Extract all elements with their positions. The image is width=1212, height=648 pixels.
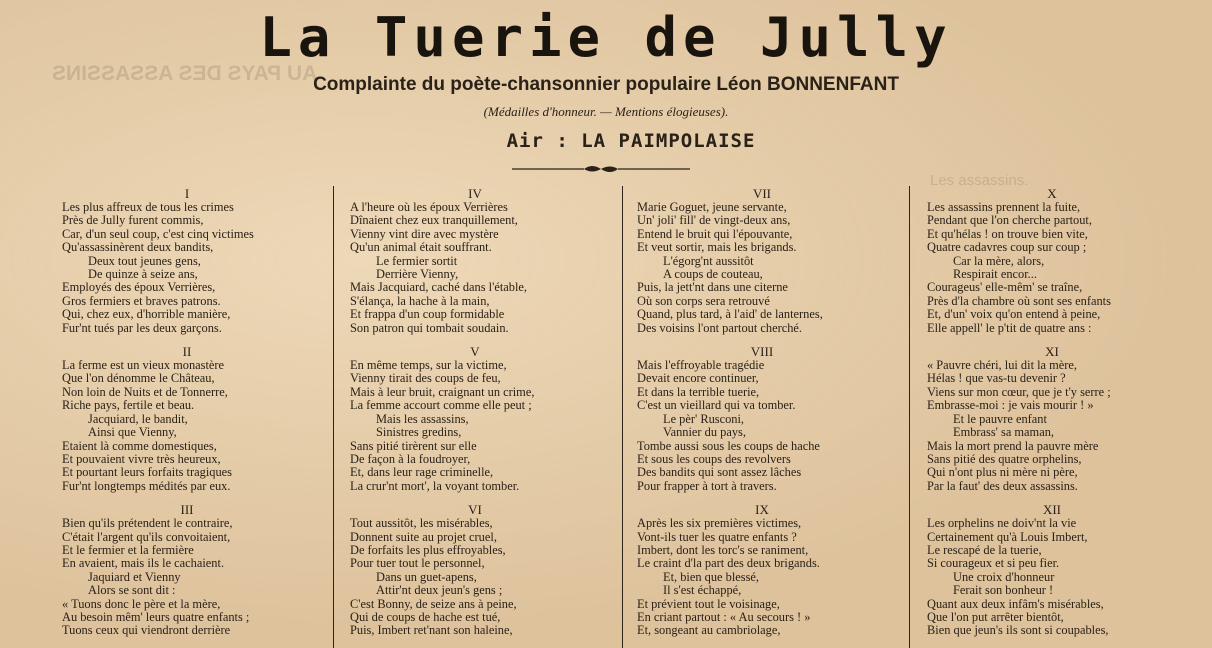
- stanza-numeral: V: [470, 344, 480, 360]
- verse-line: Et veut sortir, mais les brigands.: [637, 240, 797, 255]
- verse-line: En même temps, sur la victime,: [350, 358, 507, 373]
- verse-line: Jacquiard, le bandit,: [88, 411, 188, 426]
- verse-line: Respirait encor...: [953, 267, 1037, 282]
- verse-line: Embrasse-moi : je vais mourir ! »: [927, 398, 1094, 413]
- verse-line: Hélas ! que vas-tu devenir ?: [927, 371, 1066, 386]
- verse-line: Le fermier sortit: [376, 253, 458, 268]
- verse-line: Sinistres gredins,: [376, 425, 462, 440]
- verse-line: Ainsi que Vienny,: [88, 425, 177, 440]
- verse-line: A coups de couteau,: [663, 267, 763, 282]
- verse-line: Et, bien que blessé,: [663, 569, 760, 584]
- verse-line: Qui n'ont plus ni mère ni père,: [927, 465, 1078, 480]
- verse-line: En avaient, mais ils le cachaient.: [62, 556, 225, 571]
- verse-line: C'est Bonny, de seize ans à peine,: [350, 596, 517, 611]
- verse-line: Entend le bruit qui l'épouvante,: [637, 226, 793, 241]
- stanza: [350, 344, 600, 493]
- verse-line: Mais l'effroyable tragédie: [637, 358, 765, 373]
- page-title: La Tuerie de Jully: [259, 6, 953, 69]
- stanza: [637, 502, 887, 638]
- verse-line: Au besoin mêm' leurs quatre enfants ;: [62, 609, 250, 624]
- verse-line: Alors se sont dit :: [88, 583, 176, 598]
- verse-line: Près d'la chambre où sont ses enfants: [927, 293, 1111, 308]
- verse-line: Le pèr' Rusconi,: [663, 411, 745, 426]
- verse-line: Dans un guet-apens,: [376, 569, 477, 584]
- stanza: [62, 344, 312, 493]
- verse-line: Et le fermier et la fermière: [62, 542, 194, 557]
- verse-line: Certainement qu'à Louis Imbert,: [927, 529, 1088, 544]
- verse-line: Ferait son bonheur !: [953, 583, 1054, 598]
- poem-column: [62, 186, 312, 647]
- verse-line: Bien qu'ils prétendent le contraire,: [62, 516, 233, 531]
- verse-line: Fur'nt tués par les deux garçons.: [62, 320, 222, 335]
- page-subtitle: Complainte du poète-chansonnier populaire Léon BONNENFANT: [313, 74, 899, 95]
- stanza-numeral: I: [184, 186, 190, 201]
- verse-line: Viens sur mon cœur, que je t'y serre ;: [927, 384, 1111, 399]
- verse-line: Le craint d'la part des deux brigands.: [637, 556, 820, 571]
- verse-line: Et, d'un' voix qu'on entend à peine,: [927, 307, 1101, 322]
- verse-line: Riche pays, fertile et beau.: [62, 398, 195, 413]
- tune-heading: Air : LA PAIMPOLAISE: [506, 130, 756, 152]
- stanza-numeral: X: [1047, 186, 1057, 201]
- verse-line: De forfaits les plus effroyables,: [350, 542, 506, 557]
- verse-line: Les orphelins ne doiv'nt la vie: [927, 516, 1077, 531]
- verse-line: Qui, chez eux, d'horrible manière,: [62, 307, 231, 322]
- verse-line: Etaient là comme domestiques,: [62, 438, 217, 453]
- stanza-numeral: II: [182, 344, 192, 360]
- verse-line: Quatre cadavres coup sur coup ;: [927, 240, 1087, 255]
- stanza: [350, 502, 600, 638]
- verse-line: Et, songeant au cambriolage,: [637, 623, 781, 638]
- verse-line: Que l'on dénomme le Château,: [62, 371, 215, 386]
- verse-line: Non loin de Nuits et de Tonnerre,: [62, 384, 228, 399]
- verse-line: Derrière Vienny,: [376, 267, 459, 282]
- bleed-through-text: AU PAYS DES ASSASSINS: [52, 62, 318, 85]
- stanza: [62, 502, 312, 638]
- stanza: [350, 186, 600, 335]
- verse-line: C'était l'argent qu'ils convoitaient,: [62, 529, 231, 544]
- stanza-numeral: IX: [755, 502, 769, 518]
- verse-line: Vienny vint dire avec mystère: [350, 226, 499, 241]
- verse-line: Qui de coups de hache est tué,: [350, 609, 501, 624]
- verse-line: Il s'est échappé,: [663, 583, 742, 598]
- verse-line: Sans pitié tirèrent sur elle: [350, 438, 477, 453]
- verse-line: Donnent suite au projet cruel,: [350, 529, 497, 544]
- stanza: [927, 344, 1177, 493]
- verse-line: Car la mère, alors,: [953, 253, 1045, 268]
- verse-line: Pour frapper à tort à travers.: [637, 478, 777, 493]
- stanza: [637, 186, 887, 335]
- verse-line: Des voisins l'ont partout cherché.: [637, 320, 802, 335]
- verse-line: Embrass' sa maman,: [953, 425, 1054, 440]
- column-rule: [622, 186, 623, 648]
- verse-line: En criant partout : « Au secours ! »: [637, 609, 811, 624]
- verse-line: Et sous les coups des revolvers: [637, 451, 791, 466]
- verse-line: Sans pitié des quatre orphelins,: [927, 451, 1082, 466]
- ornament-divider: [512, 163, 690, 175]
- verse-line: Mais les assassins,: [376, 411, 469, 426]
- verse-line: De façon à la foudroyer,: [350, 451, 471, 466]
- verse-line: Une croix d'honneur: [953, 569, 1055, 584]
- stanza-numeral: XI: [1045, 344, 1059, 360]
- verse-line: Jaquiard et Vienny: [88, 569, 181, 584]
- verse-line: Elle appell' le p'tit de quatre ans :: [927, 320, 1092, 335]
- stanza-numeral: III: [180, 502, 194, 518]
- verse-line: Dînaient chez eux tranquillement,: [350, 213, 518, 228]
- verse-line: Quant aux deux infâm's misérables,: [927, 596, 1104, 611]
- stanza: [927, 186, 1177, 335]
- verse-line: Vannier du pays,: [663, 425, 746, 440]
- verse-line: Imbert, dont les torc's se raniment,: [637, 542, 809, 557]
- verse-line: Par la faut' des deux assassins.: [927, 478, 1078, 493]
- verse-line: Et frappa d'un coup formidable: [350, 307, 505, 322]
- verse-line: Tout aussitôt, les misérables,: [350, 516, 493, 531]
- stanza: [62, 186, 312, 335]
- verse-line: Après les six premières victimes,: [637, 516, 802, 531]
- verse-line: Quand, plus tard, à l'aid' de lanternes,: [637, 307, 823, 322]
- verse-line: Si courageux et si peu fier.: [927, 556, 1060, 571]
- verse-line: Près de Jully furent commis,: [62, 213, 204, 228]
- verse-line: Car, d'un seul coup, c'est cinq victimes: [62, 226, 254, 241]
- verse-line: Et pouvaient vivre très heureux,: [62, 451, 221, 466]
- verse-line: Et pourtant leurs forfaits tragiques: [62, 465, 232, 480]
- verse-line: Et dans la terrible tuerie,: [637, 384, 760, 399]
- verse-line: Marie Goguet, jeune servante,: [637, 200, 787, 214]
- column-rule: [909, 186, 910, 648]
- verse-line: Vienny tirait des coups de feu,: [350, 371, 501, 386]
- verse-line: « Tuons donc le père et la mère,: [62, 596, 221, 611]
- verse-line: Les assassins prennent la fuite,: [927, 200, 1081, 214]
- stanza-numeral: VIII: [750, 344, 774, 360]
- verse-line: Tuons ceux qui viendront derrière: [62, 623, 231, 638]
- verse-line: Un' joli' fill' de vingt-deux ans,: [637, 213, 791, 228]
- verse-line: Le rescapé de la tuerie,: [927, 542, 1042, 557]
- verse-line: Attir'nt deux jeun's gens ;: [376, 583, 503, 598]
- verse-line: Que l'on put arrêter bientôt,: [927, 609, 1064, 624]
- verse-line: Et le pauvre enfant: [953, 411, 1047, 426]
- awards-line: (Médailles d'honneur. — Mentions élogieuses).: [483, 104, 729, 119]
- verse-line: La ferme est un vieux monastère: [62, 358, 225, 373]
- verse-line: Pendant que l'on cherche partout,: [927, 213, 1092, 228]
- verse-line: Devait encore continuer,: [637, 371, 759, 386]
- verse-line: Gros fermiers et braves patrons.: [62, 293, 221, 308]
- verse-line: « Pauvre chéri, lui dit la mère,: [927, 358, 1078, 373]
- verse-line: Tombe aussi sous les coups de hache: [637, 438, 820, 453]
- verse-line: Où son corps sera retrouvé: [637, 293, 770, 308]
- verse-line: Puis, la jett'nt dans une citerne: [637, 280, 788, 295]
- verse-line: Qu'un animal était souffrant.: [350, 240, 492, 255]
- verse-line: C'est un vieillard qui va tomber.: [637, 398, 796, 413]
- verse-line: Mais à leur bruit, craignant un crime,: [350, 384, 535, 399]
- verse-line: Bien que jeun's ils sont si coupables,: [927, 623, 1109, 638]
- bleed-through-text: Les assassins.: [930, 172, 1029, 189]
- verse-line: Les plus affreux de tous les crimes: [62, 200, 234, 214]
- poem-column: [927, 186, 1177, 647]
- stanza: [637, 344, 887, 493]
- verse-line: L'égorg'nt aussitôt: [663, 253, 754, 268]
- verse-line: Mais Jacquiard, caché dans l'étable,: [350, 280, 528, 295]
- verse-line: Puis, Imbert ret'nant son haleine,: [350, 623, 513, 638]
- verse-line: Courageus' elle-mêm' se traîne,: [927, 280, 1083, 295]
- stanza-numeral: IV: [468, 186, 482, 201]
- verse-line: Son patron qui tombait soudain.: [350, 320, 509, 335]
- poem-column: [637, 186, 887, 647]
- stanza: [927, 502, 1177, 638]
- verse-line: Vont-ils tuer les quatre enfants ?: [637, 529, 797, 544]
- verse-line: De quinze à seize ans,: [88, 267, 198, 282]
- column-rule: [333, 186, 334, 648]
- verse-line: Et, dans leur rage criminelle,: [350, 465, 494, 480]
- stanza-numeral: VI: [468, 502, 482, 518]
- poem-column: [350, 186, 600, 647]
- verse-line: Des bandits qui sont assez lâches: [637, 465, 802, 480]
- verse-line: Et qu'hélas ! on trouve bien vite,: [927, 226, 1088, 241]
- verse-line: La femme accourt comme elle peut ;: [350, 398, 532, 413]
- verse-line: A l'heure où les époux Verrières: [350, 200, 508, 214]
- verse-line: La crur'nt mort', la voyant tomber.: [350, 478, 520, 493]
- verse-line: Fur'nt longtemps médités par eux.: [62, 478, 231, 493]
- verse-line: Et prévient tout le voisinage,: [637, 596, 780, 611]
- verse-line: Qu'assassinèrent deux bandits,: [62, 240, 214, 255]
- verse-line: Deux tout jeunes gens,: [88, 253, 201, 268]
- verse-line: Employés des époux Verrières,: [62, 280, 216, 295]
- verse-line: S'élança, la hache à la main,: [350, 293, 490, 308]
- stanza-numeral: XII: [1042, 502, 1062, 518]
- verse-line: Mais la mort prend la pauvre mère: [927, 438, 1099, 453]
- verse-line: Pour tuer tout le personnel,: [350, 556, 485, 571]
- stanza-numeral: VII: [752, 186, 772, 201]
